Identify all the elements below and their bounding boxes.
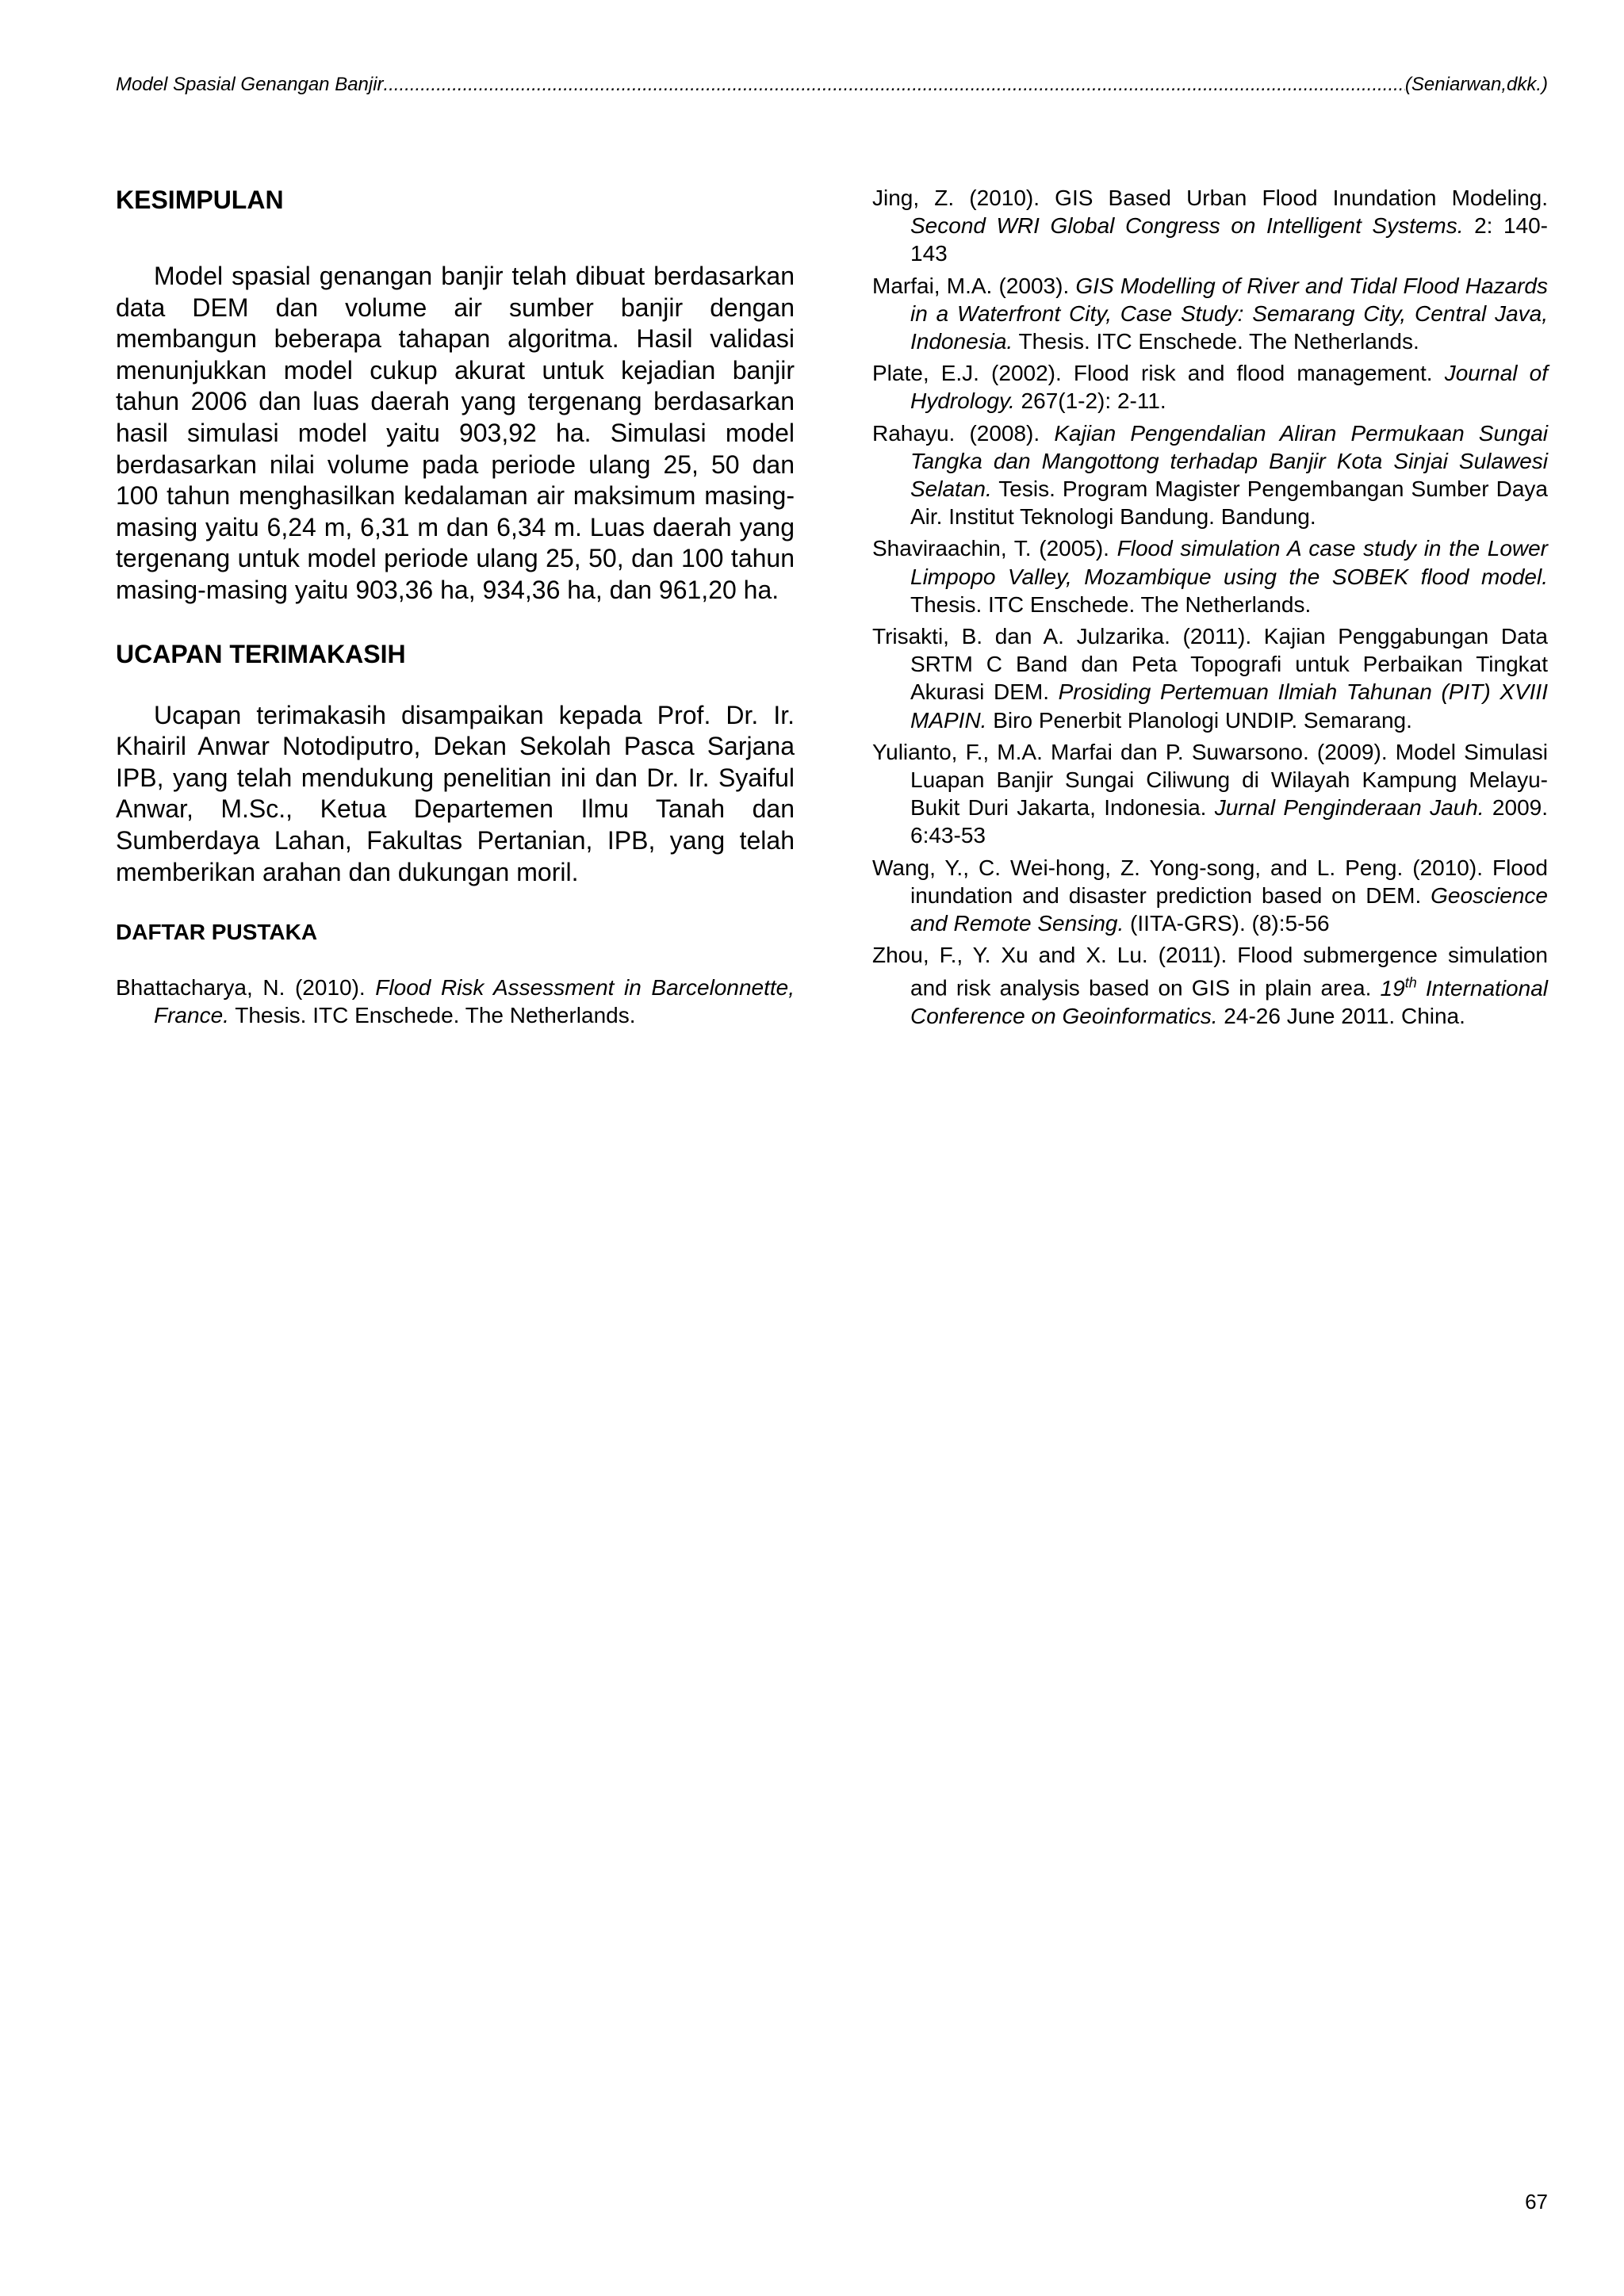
ucapan-heading: UCAPAN TERIMAKASIH xyxy=(116,639,406,668)
page-number: 67 xyxy=(1525,2190,1548,2214)
reference-item: Plate, E.J. (2002). Flood risk and flood management. Journal of Hydrology. 267(1-2): 2-11. xyxy=(872,361,1548,414)
reference-item: Wang, Y., C. Wei-hong, Z. Yong-song, and L. Peng. (2010). Flood inundation and disaster prediction based on DEM. Geoscience and Remote Sensing. (IITA-GRS). (8):5-56 xyxy=(872,855,1548,936)
reference-item: Yulianto, F., M.A. Marfai dan P. Suwarsono. (2009). Model Simulasi Luapan Banjir Sungai Ciliwung di Wilayah Kampung Melayu-Bukit Duri Jakarta, Indonesia. Jurnal Penginderaan Jauh. 2009. 6:43-53 xyxy=(872,739,1548,848)
reference-item: Shaviraachin, T. (2005). Flood simulation A case study in the Lower Limpopo Valley, Mozambique using the SOBEK flood model. Thesis. ITC Enschede. The Netherlands. xyxy=(872,536,1549,617)
reference-item: Zhou, F., Y. Xu and X. Lu. (2011). Flood submergence simulation and risk analysis based on GIS in plain area. 19th International Conference on Geoinformatics. 24-26 June 2011. China. xyxy=(872,943,1548,1029)
left-column xyxy=(116,184,795,1034)
right-column xyxy=(872,184,1548,1034)
reference-item: Rahayu. (2008). Kajian Pengendalian Aliran Permukaan Sungai Tangka dan Mangottong terhadap Banjir Kota Sinjai Sulawesi Selatan. Tesis. Program Magister Pengembangan Sumber Daya Air. Institut Teknologi Bandung. Bandung. xyxy=(872,420,1548,530)
reference-item: Trisakti, B. dan A. Julzarika. (2011). Kajian Penggabungan Data SRTM C Band dan Peta Topografi untuk Perbaikan Tingkat Akurasi DEM. Prosiding Pertemuan Ilmiah Tahunan (PIT) XVIII MAPIN. Biro Penerbit Planologi UNDIP. Semarang. xyxy=(872,624,1548,733)
reference-list-right xyxy=(872,184,1548,1030)
kesimpulan-paragraph: Model spasial genangan banjir telah dibuat berdasarkan data DEM dan volume air sumber banjir dengan membangun beberapa tahapan algoritma. Hasil validasi menunjukkan model cukup akurat untuk kejadian banjir tahun 2006 dan luas daerah yang tergenang berdasarkan hasil simulasi model yaitu 903,92 ha. Simulasi model berdasarkan nilai volume pada periode ulang 25, 50 dan 100 tahun menghasilkan kedalaman air maksimum masing-masing yaitu 6,24 m, 6,31 m dan 6,34 m. Luas daerah yang tergenang untuk model periode ulang 25, 50, dan 100 tahun masing-masing yaitu 903,36 ha, 934,36 ha, dan 961,20 ha. xyxy=(116,262,795,604)
reference-item: Jing, Z. (2010). GIS Based Urban Flood Inundation Modeling. Second WRI Global Congress on Intelligent Systems. 2: 140-143 xyxy=(872,186,1548,266)
reference-list-left xyxy=(116,974,795,1029)
ucapan-paragraph: Ucapan terimakasih disampaikan kepada Prof. Dr. Ir. Khairil Anwar Notodiputro, Dekan Sekolah Pasca Sarjana IPB, yang telah mendukung penelitian ini dan Dr. Ir. Syaiful Anwar, M.Sc., Ketua Departemen Ilmu Tanah dan Sumberdaya Lahan, Fakultas Pertanian, IPB, yang telah memberikan arahan dan dukungan moril. xyxy=(116,700,795,886)
kesimpulan-heading: KESIMPULAN xyxy=(116,186,284,214)
reference-item: Bhattacharya, N. (2010). Flood Risk Assessment in Barcelonnette, France. Thesis. ITC Enschede. The Netherlands. xyxy=(116,975,795,1028)
running-header-leader-dots xyxy=(384,74,1405,96)
running-header-authors: (Seniarwan,dkk.) xyxy=(1404,74,1548,95)
running-header xyxy=(116,74,1548,105)
reference-item: Marfai, M.A. (2003). GIS Modelling of River and Tidal Flood Hazards in a Waterfront City, Case Study: Semarang City, Central Java, Indonesia. Thesis. ITC Enschede. The Netherlands. xyxy=(872,273,1548,354)
running-header-title: Model Spasial Genangan Banjir xyxy=(116,74,384,95)
daftar-pustaka-heading: DAFTAR PUSTAKA xyxy=(116,920,318,945)
